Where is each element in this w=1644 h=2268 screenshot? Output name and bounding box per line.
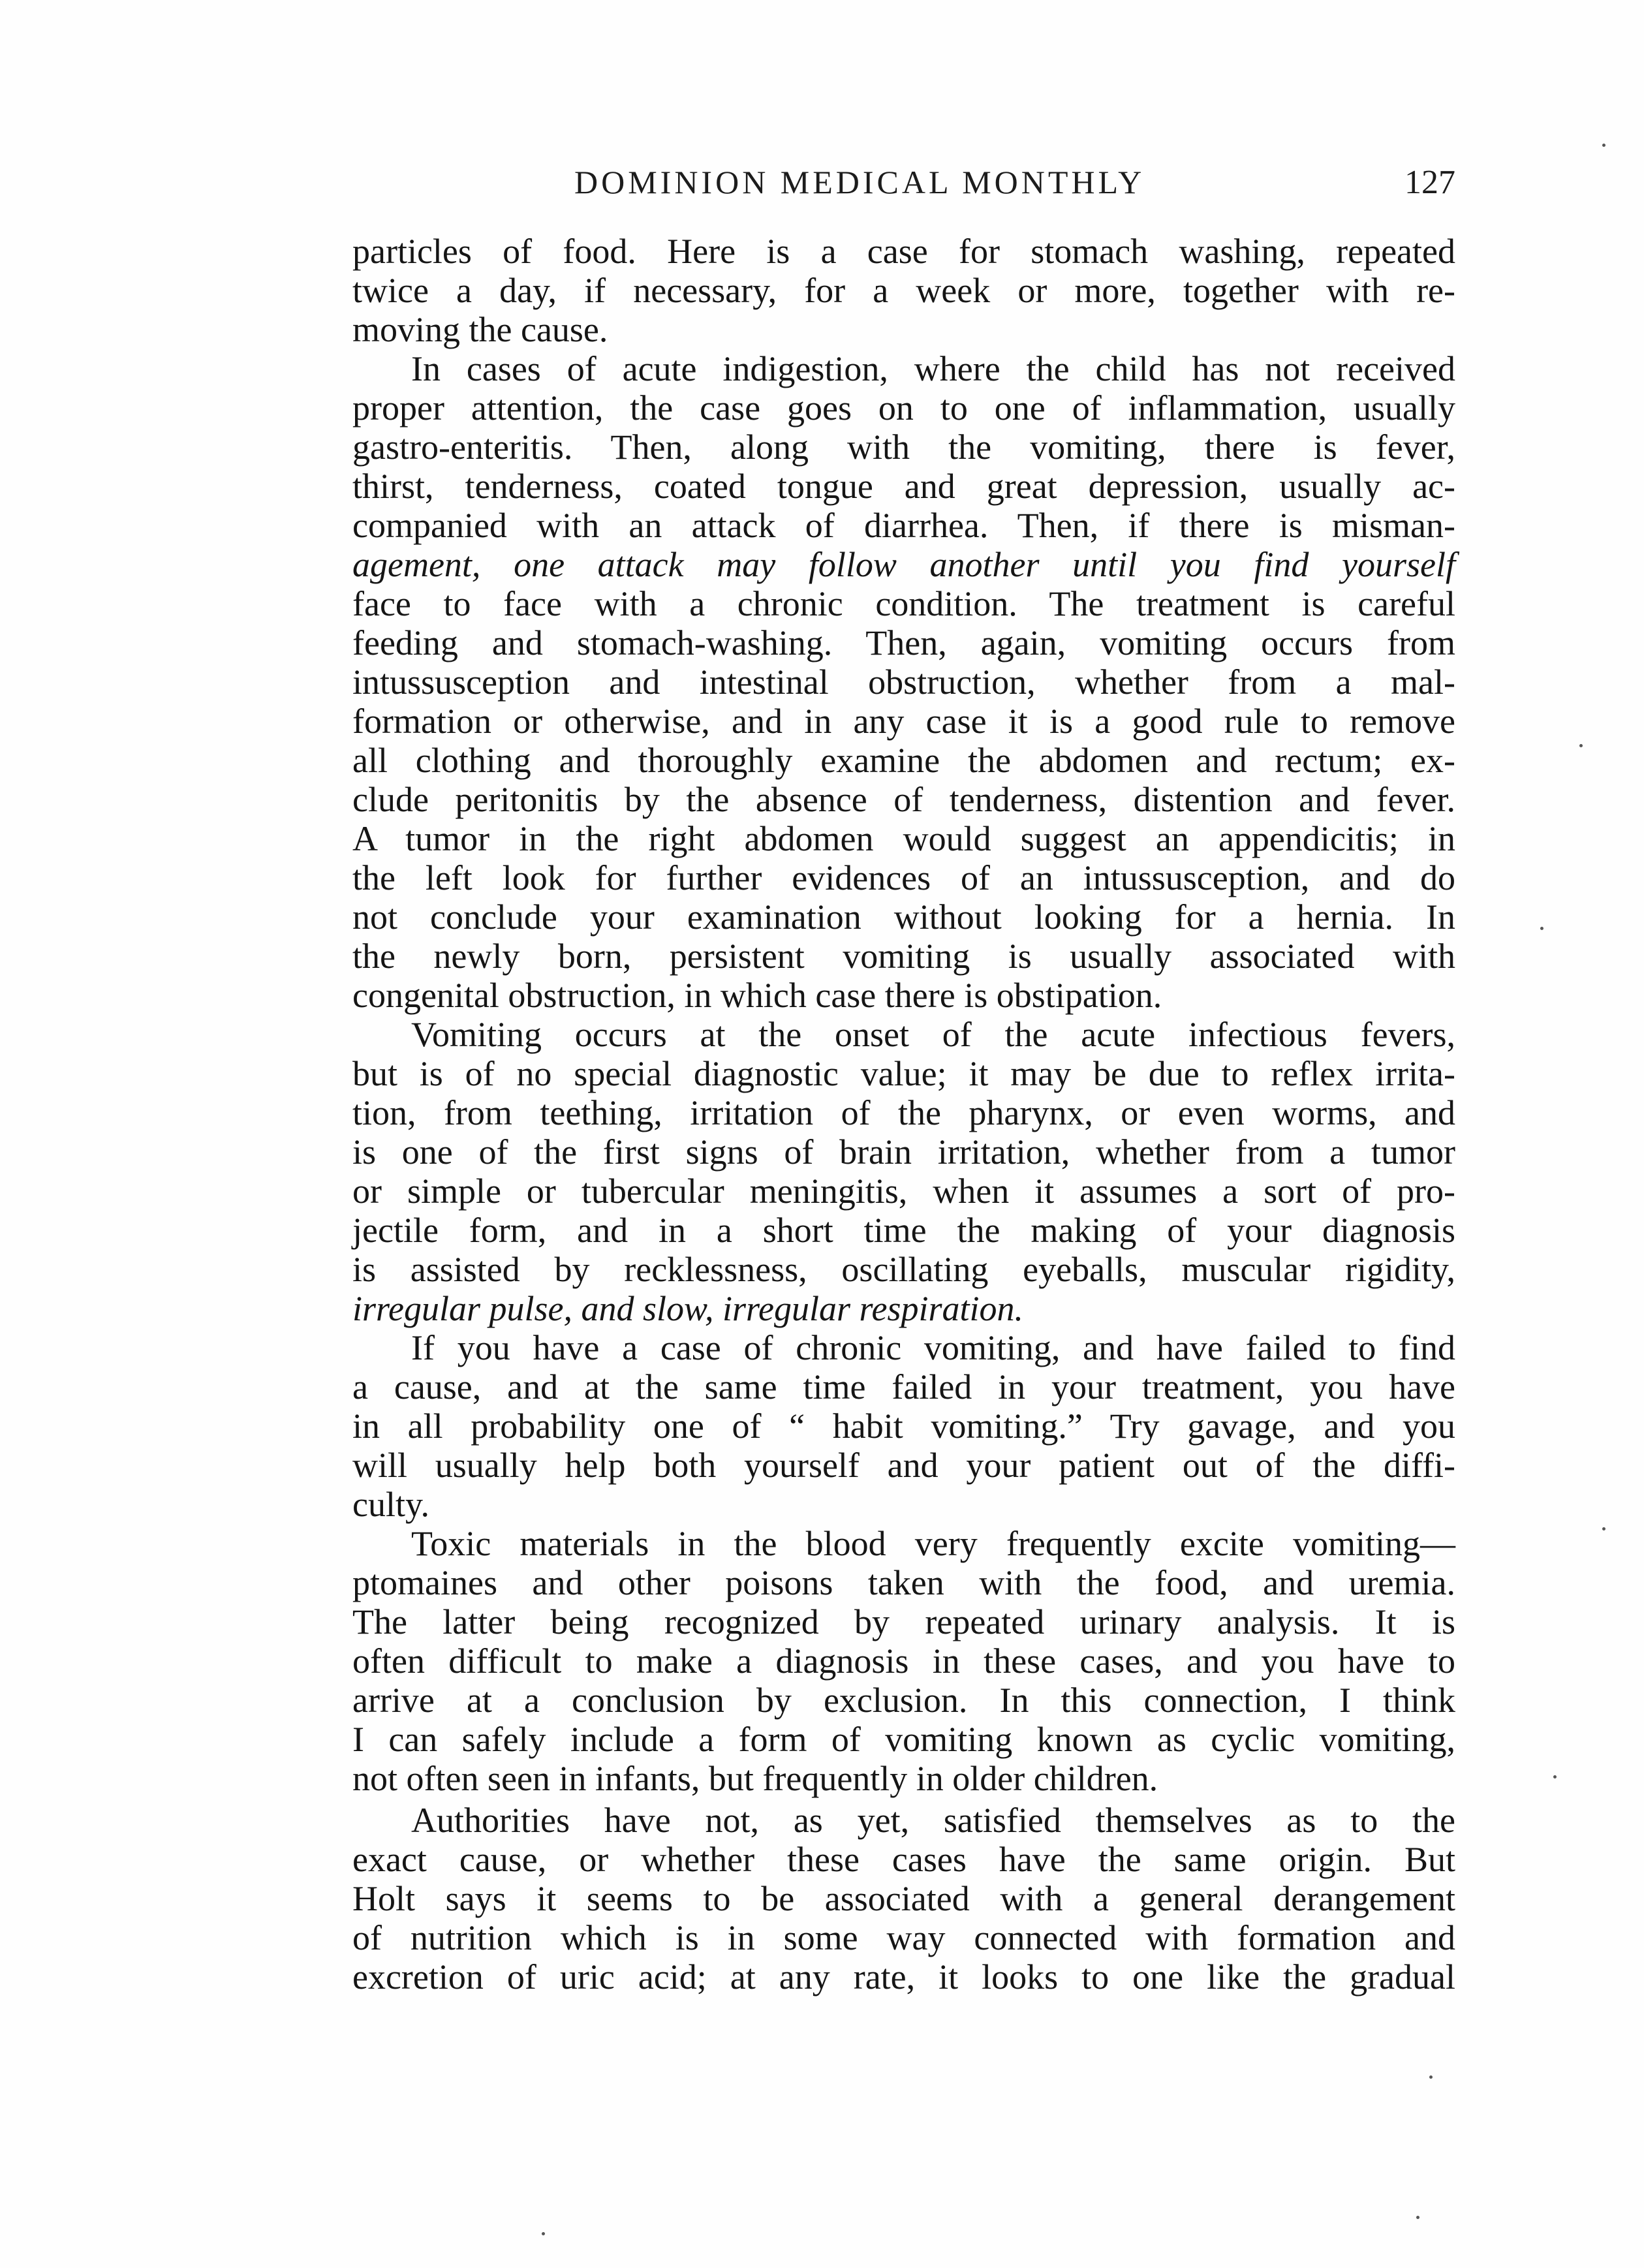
text-line: twice a day, if necessary, for a week or more, together with re- (352, 271, 1455, 310)
text-line: Vomiting occurs at the onset of the acute infectious fevers, (411, 1015, 1455, 1054)
text-line: not often seen in infants, but frequently in older children. (352, 1759, 1158, 1798)
text-line: Toxic materials in the blood very frequently excite vomiting— (411, 1524, 1455, 1563)
text-line: proper attention, the case goes on to one of inflammation, usually (352, 388, 1455, 427)
text-line: arrive at a conclusion by exclusion. In this connection, I think (352, 1681, 1455, 1720)
text-line: thirst, tenderness, coated tongue and great depression, usually ac- (352, 467, 1455, 506)
text-line: A tumor in the right abdomen would suggest an appendicitis; in (352, 819, 1455, 858)
text-line: companied with an attack of diarrhea. Then, if there is misman- (352, 506, 1455, 545)
text-line: clude peritonitis by the absence of tenderness, distention and fever. (352, 780, 1455, 819)
text-line: the left look for further evidences of an intussusception, and do (352, 858, 1455, 897)
text-line: Holt says it seems to be associated with a general derangement (352, 1879, 1455, 1918)
text-line: congenital obstruction, in which case there is obstipation. (352, 976, 1162, 1015)
scan-speck (1602, 1527, 1605, 1530)
text-line: formation or otherwise, and in any case it is a good rule to remove (352, 702, 1455, 741)
scan-speck (1579, 744, 1583, 747)
text-line: but is of no special diagnostic value; it may be due to reflex irrita- (352, 1054, 1455, 1093)
text-line: excretion of uric acid; at any rate, it looks to one like the gradual (352, 1957, 1455, 1996)
text-line: is one of the first signs of brain irritation, whether from a tumor (352, 1132, 1455, 1172)
text-line: tion, from teething, irritation of the pharynx, or even worms, and (352, 1093, 1455, 1132)
text-line: all clothing and thoroughly examine the abdomen and rectum; ex- (352, 741, 1455, 780)
text-line: feeding and stomach-washing. Then, again, vomiting occurs from (352, 623, 1455, 662)
text-line: not conclude your examination without looking for a hernia. In (352, 897, 1455, 937)
text-line: is assisted by recklessness, oscillating eyeballs, muscular rigidity, (352, 1250, 1455, 1289)
text-line: culty. (352, 1485, 429, 1524)
text-line: If you have a case of chronic vomiting, and have failed to find (411, 1328, 1455, 1367)
text-line: will usually help both yourself and your patient out of the diffi- (352, 1446, 1455, 1485)
scan-speck (542, 2232, 545, 2235)
text-line: ptomaines and other poisons taken with the food, and uremia. (352, 1563, 1455, 1602)
text-line: or simple or tubercular meningitis, when it assumes a sort of pro- (352, 1172, 1455, 1211)
text-line: agement, one attack may follow another until you find yourself (352, 545, 1455, 584)
scan-speck (1416, 2216, 1419, 2219)
scan-speck (1540, 927, 1543, 930)
text-line: often difficult to make a diagnosis in these cases, and you have to (352, 1641, 1455, 1681)
article-body (352, 232, 1455, 1996)
scan-speck (1553, 1775, 1557, 1779)
text-line: gastro-enteritis. Then, along with the vomiting, there is fever, (352, 427, 1455, 467)
text-line: The latter being recognized by repeated urinary analysis. It is (352, 1602, 1455, 1641)
text-line: in all probability one of “ habit vomiting.” Try gavage, and you (352, 1406, 1455, 1446)
scan-speck (1429, 2075, 1433, 2079)
running-head (352, 163, 1455, 215)
text-line: moving the cause. (352, 310, 608, 349)
text-line: intussusception and intestinal obstruction, whether from a mal- (352, 662, 1455, 702)
text-line: jectile form, and in a short time the making of your diagnosis (352, 1211, 1455, 1250)
text-line: face to face with a chronic condition. The treatment is careful (352, 584, 1455, 623)
text-line: irregular pulse, and slow, irregular respiration. (352, 1289, 1024, 1328)
text-line: of nutrition which is in some way connected with formation and (352, 1918, 1455, 1957)
text-line: In cases of acute indigestion, where the child has not received (411, 349, 1455, 388)
text-line: a cause, and at the same time failed in your treatment, you have (352, 1367, 1455, 1406)
text-line: exact cause, or whether these cases have the same origin. But (352, 1840, 1455, 1879)
journal-title: DOMINION MEDICAL MONTHLY (574, 164, 1145, 200)
page-number: 127 (1404, 164, 1455, 201)
text-line: the newly born, persistent vomiting is usually associated with (352, 937, 1455, 976)
text-line: I can safely include a form of vomiting known as cyclic vomiting, (352, 1720, 1455, 1759)
text-line: particles of food. Here is a case for stomach washing, repeated (352, 232, 1455, 271)
scan-speck (1602, 144, 1605, 147)
text-line: Authorities have not, as yet, satisfied themselves as to the (411, 1801, 1455, 1840)
